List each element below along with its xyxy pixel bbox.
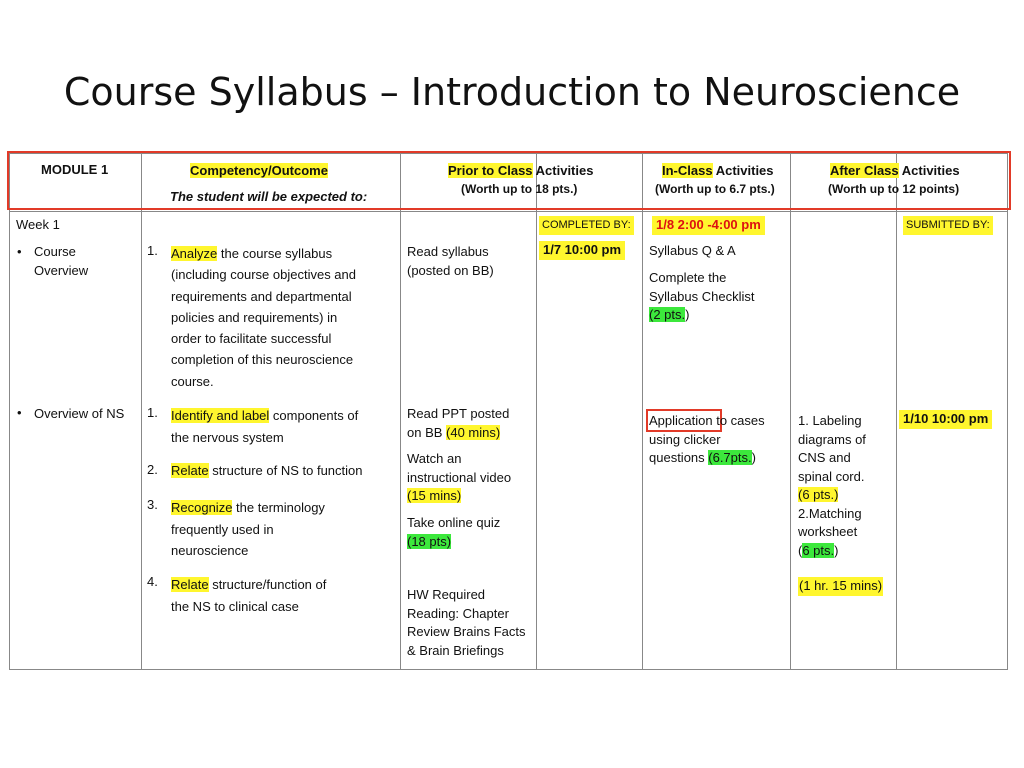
inclass-time: 1/8 2:00 -4:00 pm bbox=[652, 216, 765, 235]
outcome-2-1-text: Identify and label components of the nervous system bbox=[171, 408, 359, 445]
after-time: (1 hr. 15 mins) bbox=[798, 577, 883, 596]
header-inclass-rest: Activities bbox=[712, 163, 774, 178]
inclass-checklist: Complete the Syllabus Checklist (2 pts.) bbox=[649, 270, 755, 322]
col-divider bbox=[790, 154, 791, 669]
outcome-2-3-text: Recognize the terminology frequently used in neuroscience bbox=[171, 500, 325, 558]
outcome-1-text: Analyze the course syllabus (including course objectives and requirements and departmental policies and requirements) in order to facilitate successful completion of this neuroscience course. bbox=[171, 246, 356, 389]
outcome-number: 1. bbox=[147, 243, 158, 258]
topic-overview-ns: Overview of NS bbox=[34, 406, 125, 421]
header-inclass-sub: (Worth up to 6.7 pts.) bbox=[655, 182, 775, 196]
after-activities: 1. Labeling diagrams of CNS and spinal cord. (6 pts.) 2.Matching worksheet (6 pts.) bbox=[798, 413, 866, 558]
submitted-by-label: SUBMITTED BY: bbox=[903, 216, 993, 235]
outcome-number: 3. bbox=[147, 497, 158, 512]
topic-overview: Overview bbox=[34, 263, 89, 278]
col-divider bbox=[896, 154, 897, 669]
header-divider bbox=[10, 211, 1007, 212]
prior-ppt: Read PPT posted on BB (40 mins) bbox=[407, 406, 510, 440]
header-prior-sub: (Worth up to 18 pts.) bbox=[461, 182, 578, 196]
submitted-by-time: 1/10 10:00 pm bbox=[899, 410, 992, 429]
header-after-sub: (Worth up to 12 points) bbox=[828, 182, 960, 196]
prior-quiz: Take online quiz (18 pts) bbox=[407, 515, 501, 549]
header-after-rest: Activities bbox=[898, 163, 960, 178]
outcome-number: 2. bbox=[147, 462, 158, 477]
header-competency: Competency/Outcome bbox=[190, 163, 328, 178]
col-divider bbox=[642, 154, 643, 669]
outcome-number: 1. bbox=[147, 405, 158, 420]
outcome-2-4-text: Relate structure/function of the NS to clinical case bbox=[171, 577, 327, 614]
header-prior-rest: Activities bbox=[532, 163, 594, 178]
outcome-number: 4. bbox=[147, 574, 158, 589]
slide-title: Course Syllabus – Introduction to Neuroscience bbox=[63, 70, 961, 114]
col-divider bbox=[141, 154, 142, 669]
header-inclass-hl: In-Class bbox=[662, 163, 713, 178]
prior-syllabus: Read syllabus (posted on BB) bbox=[407, 244, 494, 278]
week-label: Week 1 bbox=[16, 217, 60, 232]
col-divider bbox=[400, 154, 401, 669]
header-competency-sub: The student will be expected to: bbox=[170, 189, 368, 204]
prior-video: Watch an instructional video (15 mins) bbox=[407, 451, 512, 503]
completed-by-time: 1/7 10:00 pm bbox=[539, 241, 625, 260]
inclass-application: Application to cases using clicker questions (6.7pts.) bbox=[649, 413, 765, 465]
completed-by-label: COMPLETED BY: bbox=[539, 216, 634, 235]
col-divider bbox=[536, 154, 537, 669]
outcome-2-2-text: Relate structure of NS to function bbox=[171, 463, 363, 478]
bullet-icon: • bbox=[17, 244, 22, 259]
outcome-1-verb: Analyze bbox=[171, 246, 218, 261]
prior-hw: HW Required Reading: Chapter Review Brains Facts & Brain Briefings bbox=[407, 587, 526, 658]
header-after-hl: After Class bbox=[830, 163, 899, 178]
inclass-qa: Syllabus Q & A bbox=[649, 243, 736, 258]
header-module: MODULE 1 bbox=[41, 162, 109, 177]
header-annotation-box bbox=[7, 151, 1011, 210]
header-prior-hl: Prior to Class bbox=[448, 163, 533, 178]
topic-course: Course bbox=[34, 244, 76, 259]
bullet-icon: • bbox=[17, 405, 22, 420]
